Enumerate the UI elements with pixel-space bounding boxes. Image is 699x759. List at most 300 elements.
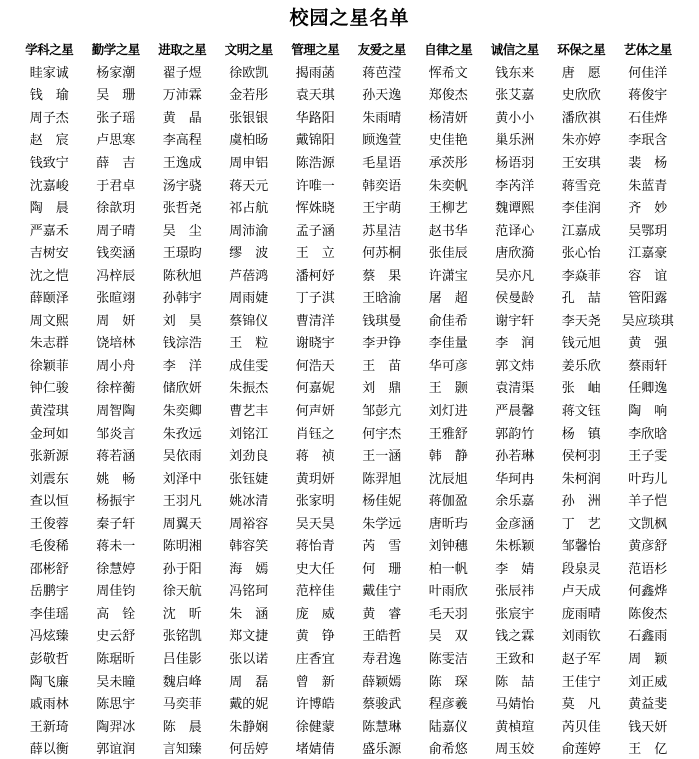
student-name-cell: 徐梓蘅 (96, 381, 136, 397)
student-name-cell: 蒋未一 (96, 539, 136, 555)
student-name-cell: 查以恒 (29, 494, 69, 510)
student-name-cell: 毛星语 (362, 155, 402, 171)
student-name-cell: 韩 静 (428, 449, 468, 465)
student-name-cell: 刘 鼎 (362, 381, 402, 397)
student-name-cell: 何嘉妮 (295, 381, 335, 397)
student-name-cell: 何浩天 (295, 358, 335, 374)
student-name-cell: 陶飞廉 (29, 674, 69, 690)
student-name-cell: 何 珊 (362, 561, 402, 577)
student-name-cell: 庄香宜 (295, 651, 335, 667)
student-name-cell: 马奕菲 (162, 697, 202, 713)
student-name-cell: 戴锦阳 (295, 133, 335, 149)
student-name-cell: 陆嘉仪 (428, 719, 468, 735)
student-name-cell: 刘正威 (628, 674, 668, 690)
student-name-cell: 朱柯润 (561, 471, 601, 487)
header-row (16, 38, 681, 60)
student-name-cell: 陈琚昕 (96, 651, 136, 667)
student-name-cell: 朱振杰 (229, 381, 269, 397)
student-name-cell: 李 洋 (162, 358, 202, 374)
student-name-cell: 陶羿冰 (96, 719, 136, 735)
student-name-cell: 黄 强 (628, 336, 668, 352)
student-name-cell: 庞 威 (295, 606, 335, 622)
student-name-cell: 眭家诚 (29, 65, 69, 81)
student-name-cell: 戴的妮 (229, 697, 269, 713)
page-title: 校园之星名单 (289, 7, 410, 29)
student-name-cell: 侯曼龄 (495, 291, 535, 307)
student-name-cell: 许唯一 (295, 178, 335, 194)
student-name-cell: 张宸宇 (495, 606, 535, 622)
student-name-cell: 谢宇轩 (495, 313, 535, 329)
student-name-cell: 陈俊杰 (628, 606, 668, 622)
student-name-cell: 张子瑶 (96, 110, 136, 126)
student-name-cell: 李佳瑶 (29, 606, 69, 622)
student-name-cell: 张钰婕 (229, 471, 269, 487)
table-row (16, 240, 681, 263)
student-name-cell: 祁占航 (229, 201, 269, 217)
student-name-cell: 张家明 (295, 494, 335, 510)
student-name-cell: 储欣妍 (162, 381, 202, 397)
table-row (16, 331, 681, 354)
student-name-cell: 李珉含 (628, 133, 668, 149)
student-name-cell: 金彦涵 (495, 516, 535, 532)
student-name-cell: 王 粒 (229, 336, 269, 352)
student-name-cell: 汤宇骁 (162, 178, 202, 194)
student-name-cell: 朱蓝青 (628, 178, 668, 194)
student-name-cell: 侯柯羽 (561, 449, 601, 465)
student-name-cell: 王俊蓉 (29, 516, 69, 532)
student-name-cell: 刘铭江 (229, 426, 269, 442)
student-name-cell: 张暄翊 (96, 291, 136, 307)
student-name-cell: 邵彬舒 (29, 561, 69, 577)
student-name-cell: 朱奕帆 (428, 178, 468, 194)
student-name-cell: 杨佳妮 (362, 494, 402, 510)
table-row (16, 218, 681, 241)
student-name-cell: 谢晓宇 (295, 336, 335, 352)
student-name-cell: 翟子煜 (162, 65, 202, 81)
column-header: 进取之星 (158, 42, 207, 57)
student-name-cell: 钟仁骏 (29, 381, 69, 397)
student-name-cell: 李高程 (162, 133, 202, 149)
student-name-cell: 朱学远 (362, 516, 402, 532)
student-name-cell: 王雅舒 (428, 426, 468, 442)
student-name-cell: 袁清渠 (495, 381, 535, 397)
student-name-cell: 张银银 (229, 110, 269, 126)
student-name-cell: 赵 宸 (29, 133, 69, 149)
student-name-cell: 赵子军 (561, 651, 601, 667)
student-name-cell: 唐欣漪 (495, 246, 535, 262)
student-name-cell: 芮贝佳 (561, 719, 601, 735)
student-name-cell: 王柳艺 (428, 201, 468, 217)
student-name-cell: 叶雨欣 (428, 584, 468, 600)
student-name-cell: 管阳露 (628, 291, 668, 307)
student-name-cell: 沈嘉峻 (29, 178, 69, 194)
student-name-cell: 李尹铮 (362, 336, 402, 352)
student-name-cell: 刘泽中 (162, 471, 202, 487)
student-name-cell: 韩容笑 (229, 539, 269, 555)
table-row (16, 443, 681, 466)
student-name-cell: 黄 晶 (162, 110, 202, 126)
student-name-cell: 刘 昊 (162, 313, 202, 329)
student-name-cell: 王璟昀 (162, 246, 202, 262)
student-name-cell: 江嘉成 (561, 223, 601, 239)
student-name-cell: 蔡锦仪 (229, 313, 269, 329)
table-row (16, 736, 681, 759)
student-name-cell: 成佳雯 (229, 358, 269, 374)
student-name-cell: 毛俊稀 (29, 539, 69, 555)
student-name-cell: 薛颖嫣 (362, 674, 402, 690)
student-name-cell: 丁子淇 (295, 291, 335, 307)
student-name-cell: 蒋伽盈 (428, 494, 468, 510)
student-name-cell: 蒋怡青 (295, 539, 335, 555)
student-name-cell: 杨 镇 (561, 426, 601, 442)
student-name-cell: 钱元旭 (561, 336, 601, 352)
student-name-cell: 冯铭珂 (229, 584, 269, 600)
student-name-cell: 王安琪 (561, 155, 601, 171)
student-name-cell: 刘震东 (29, 471, 69, 487)
student-name-cell: 华路阳 (295, 110, 335, 126)
student-name-cell: 孔 喆 (561, 291, 601, 307)
student-name-cell: 芮 雪 (362, 539, 402, 555)
student-name-cell: 江嘉豪 (628, 246, 668, 262)
student-name-cell: 朱孜远 (162, 426, 202, 442)
student-name-cell: 周文熙 (29, 313, 69, 329)
student-name-cell: 徐健蒙 (295, 719, 335, 735)
student-name-cell: 陈浩源 (295, 155, 335, 171)
student-name-cell: 卢思寒 (96, 133, 136, 149)
student-name-cell: 何岳婷 (229, 742, 269, 758)
student-name-cell: 石佳烨 (628, 110, 668, 126)
student-name-cell: 杨家潮 (96, 65, 136, 81)
student-name-cell: 钱致宁 (29, 155, 69, 171)
student-name-cell: 金若彤 (229, 88, 269, 104)
student-name-cell: 李欣晗 (628, 426, 668, 442)
student-name-cell: 郭韵竹 (495, 426, 535, 442)
student-name-cell: 段泉灵 (561, 561, 601, 577)
student-name-cell: 李芮洋 (495, 178, 535, 194)
student-name-cell: 孙天逸 (362, 88, 402, 104)
student-name-cell: 冯梓辰 (96, 268, 136, 284)
student-name-cell: 李佳量 (428, 336, 468, 352)
student-name-cell: 王佳宁 (561, 674, 601, 690)
student-name-cell: 张心怡 (561, 246, 601, 262)
student-name-cell: 李焱菲 (561, 268, 601, 284)
student-name-cell: 齐 妙 (628, 201, 668, 217)
student-name-cell: 程彦羲 (428, 697, 468, 713)
student-name-cell: 郭谊润 (96, 742, 136, 758)
student-name-cell: 邹馨怡 (561, 539, 601, 555)
student-name-cell: 郭文炜 (495, 358, 535, 374)
student-name-cell: 吴依雨 (162, 449, 202, 465)
student-name-cell: 岳鹏宇 (29, 584, 69, 600)
student-name-cell: 戚雨林 (29, 697, 69, 713)
student-name-cell: 潘柯妤 (295, 268, 335, 284)
student-name-cell: 缪 波 (229, 246, 269, 262)
student-name-cell: 黄彦舒 (628, 539, 668, 555)
student-name-cell: 周裕容 (229, 516, 269, 532)
student-name-cell: 孙若琳 (495, 449, 535, 465)
student-name-cell: 蒋若涵 (96, 449, 136, 465)
column-header: 诚信之星 (490, 42, 539, 57)
student-name-cell: 陈雯洁 (428, 651, 468, 667)
student-name-cell: 吴亦凡 (495, 268, 535, 284)
student-name-cell: 周小舟 (96, 358, 136, 374)
student-name-cell: 钱奕涵 (96, 246, 136, 262)
student-name-cell: 堵婧倩 (295, 742, 335, 758)
student-name-cell: 屠 超 (428, 291, 468, 307)
table-row (16, 376, 681, 399)
student-name-cell: 容 谊 (628, 268, 668, 284)
table-row (16, 511, 681, 534)
student-name-cell: 张 岫 (561, 381, 601, 397)
student-name-cell: 毛天羽 (428, 606, 468, 622)
student-name-cell: 张佳辰 (428, 246, 468, 262)
student-name-cell: 陈 琛 (428, 674, 468, 690)
student-name-cell: 周 妍 (96, 313, 136, 329)
student-name-cell: 刘雨钦 (561, 629, 601, 645)
student-name-cell: 吴应琰琪 (621, 313, 674, 329)
student-name-cell: 朱静娴 (229, 719, 269, 735)
student-name-cell: 叶玙儿 (628, 471, 668, 487)
student-name-cell: 钱琪曼 (362, 313, 402, 329)
student-name-cell: 吕佳影 (162, 651, 202, 667)
student-name-cell: 陈思宇 (96, 697, 136, 713)
student-name-cell: 恽希文 (428, 65, 468, 81)
student-name-cell: 曹清洋 (295, 313, 335, 329)
student-name-cell: 吴 珊 (96, 88, 136, 104)
student-name-cell: 蒋俊宇 (628, 88, 668, 104)
column-header: 文明之星 (224, 42, 273, 57)
student-name-cell: 黄小小 (495, 110, 535, 126)
student-name-cell: 张艾嘉 (495, 88, 535, 104)
student-name-cell: 刘钟穗 (428, 539, 468, 555)
student-name-cell: 卢天成 (561, 584, 601, 600)
student-name-cell: 羊子恺 (628, 494, 668, 510)
table-row (16, 533, 681, 556)
roster-body (16, 60, 681, 759)
student-name-cell: 范语杉 (628, 561, 668, 577)
student-name-cell: 郑俊杰 (428, 88, 468, 104)
student-name-cell: 言知臻 (162, 742, 202, 758)
student-name-cell: 于君卓 (96, 178, 136, 194)
student-name-cell: 钱天妍 (628, 719, 668, 735)
student-name-cell: 姚 畅 (96, 471, 136, 487)
student-name-cell: 周 磊 (229, 674, 269, 690)
student-name-cell: 周佳钧 (96, 584, 136, 600)
student-name-cell: 杨清妍 (428, 110, 468, 126)
student-name-cell: 曹艺丰 (229, 403, 269, 419)
student-name-cell: 蒋 祯 (295, 449, 335, 465)
student-name-cell: 史欣欣 (561, 88, 601, 104)
student-name-cell: 蔡雨轩 (628, 358, 668, 374)
student-name-cell: 徐天航 (162, 584, 202, 600)
student-name-cell: 王宇萌 (362, 201, 402, 217)
table-row (16, 669, 681, 692)
student-name-cell: 姚冰清 (229, 494, 269, 510)
student-name-cell: 朱奕卿 (162, 403, 202, 419)
student-name-cell: 孙 洲 (561, 494, 601, 510)
table-row (16, 105, 681, 128)
student-name-cell: 许潇宝 (428, 268, 468, 284)
student-name-cell: 石鑫雨 (628, 629, 668, 645)
student-name-cell: 高 铨 (96, 606, 136, 622)
student-name-cell: 刘灯进 (428, 403, 468, 419)
student-name-cell: 华可彦 (428, 358, 468, 374)
student-name-cell: 吴 尘 (162, 223, 202, 239)
student-name-cell: 王皓哲 (362, 629, 402, 645)
student-name-cell: 张辰祎 (495, 584, 535, 600)
student-name-cell: 承茨彤 (428, 155, 468, 171)
column-header: 勤学之星 (91, 42, 140, 57)
student-name-cell: 王羽凡 (162, 494, 202, 510)
student-name-cell: 黄益斐 (628, 697, 668, 713)
student-name-cell: 秦子轩 (96, 516, 136, 532)
table-row (16, 60, 681, 83)
table-row (16, 466, 681, 489)
table-row (16, 353, 681, 376)
student-name-cell: 魏启峰 (162, 674, 202, 690)
student-name-cell: 吴天昊 (295, 516, 335, 532)
student-name-cell: 周子晴 (96, 223, 136, 239)
student-name-cell: 马婧怡 (495, 697, 535, 713)
student-name-cell: 陈 喆 (495, 674, 535, 690)
student-name-cell: 莫 凡 (561, 697, 601, 713)
student-name-cell: 饶培林 (96, 336, 136, 352)
student-name-cell: 柏一帆 (428, 561, 468, 577)
student-name-cell: 庞雨晴 (561, 606, 601, 622)
student-name-cell: 史大任 (295, 561, 335, 577)
column-header: 自律之星 (424, 42, 473, 57)
student-name-cell: 王 苗 (362, 358, 402, 374)
table-row (16, 195, 681, 218)
student-name-cell: 吉树安 (29, 246, 69, 262)
student-name-cell: 盛乐源 (362, 742, 402, 758)
student-name-cell: 王一涵 (362, 449, 402, 465)
table-row (16, 579, 681, 602)
student-name-cell: 吴未瞳 (96, 674, 136, 690)
student-name-cell: 王 立 (295, 246, 335, 262)
table-row (16, 285, 681, 308)
student-name-cell: 周沛渝 (229, 223, 269, 239)
student-name-cell: 周翼天 (162, 516, 202, 532)
student-name-cell: 李 润 (495, 336, 535, 352)
student-name-cell: 陈羿旭 (362, 471, 402, 487)
student-name-cell: 孙韩宇 (162, 291, 202, 307)
student-name-cell: 黄楨瑄 (495, 719, 535, 735)
student-name-cell: 曾 新 (295, 674, 335, 690)
student-name-cell: 黄 铮 (295, 629, 335, 645)
student-name-cell: 吴鄂玥 (628, 223, 668, 239)
student-name-cell: 许博皓 (295, 697, 335, 713)
student-name-cell: 唐 愿 (561, 65, 601, 81)
student-name-cell: 蒋天元 (229, 178, 269, 194)
student-name-cell: 周申铝 (229, 155, 269, 171)
student-name-cell: 芦蓓鸿 (229, 268, 269, 284)
student-name-cell: 虞柏旸 (229, 133, 269, 149)
table-row (16, 173, 681, 196)
student-name-cell: 巢乐洲 (495, 133, 535, 149)
student-name-cell: 蔡 果 (362, 268, 402, 284)
student-name-cell: 王新琦 (29, 719, 69, 735)
student-name-cell: 杨语羽 (495, 155, 535, 171)
student-name-cell: 朱亦婷 (561, 133, 601, 149)
student-name-cell: 俞佳希 (428, 313, 468, 329)
student-name-cell: 朱志群 (29, 336, 69, 352)
student-name-cell: 张新源 (29, 449, 69, 465)
student-name-cell: 黄滢琪 (29, 403, 69, 419)
student-name-cell: 王逸成 (162, 155, 202, 171)
student-name-cell: 徐欧凯 (229, 65, 269, 81)
student-name-cell: 张哲尧 (162, 201, 202, 217)
table-row (16, 714, 681, 737)
student-name-cell: 徐歆玥 (96, 201, 136, 217)
student-name-cell: 冯炫臻 (29, 629, 69, 645)
student-name-cell: 寿君逸 (362, 651, 402, 667)
student-name-cell: 孙于阳 (162, 561, 202, 577)
student-name-cell: 姜乐欣 (561, 358, 601, 374)
table-row (16, 398, 681, 421)
student-name-cell: 周雨婕 (229, 291, 269, 307)
student-name-cell: 严嘉禾 (29, 223, 69, 239)
student-name-cell: 张以诺 (229, 651, 269, 667)
student-name-cell: 朱栎颖 (495, 539, 535, 555)
student-name-cell: 陶 响 (628, 403, 668, 419)
student-name-cell: 范译心 (495, 223, 535, 239)
student-name-cell: 范梓佳 (295, 584, 335, 600)
student-name-cell: 陈 晨 (162, 719, 202, 735)
student-name-cell: 韩奕语 (362, 178, 402, 194)
student-name-cell: 钱淙浩 (162, 336, 202, 352)
student-name-cell: 恽姝晓 (295, 201, 335, 217)
student-name-cell: 周子杰 (29, 110, 69, 126)
student-name-cell: 顾逸萱 (362, 133, 402, 149)
student-name-cell: 唐昕玙 (428, 516, 468, 532)
student-name-cell: 余乐嘉 (495, 494, 535, 510)
table-row (16, 83, 681, 106)
student-name-cell: 吴 双 (428, 629, 468, 645)
award-roster-table (16, 38, 681, 759)
student-name-cell: 陈秋旭 (162, 268, 202, 284)
student-name-cell: 王 亿 (628, 742, 668, 758)
student-name-cell: 钱之霖 (495, 629, 535, 645)
student-name-cell: 海 嫣 (229, 561, 269, 577)
student-name-cell: 王致和 (495, 651, 535, 667)
student-name-cell: 何宇杰 (362, 426, 402, 442)
student-name-cell: 赵书华 (428, 223, 468, 239)
student-name-cell: 何声妍 (295, 403, 335, 419)
student-name-cell: 沈之恺 (29, 268, 69, 284)
student-name-cell: 严晨馨 (495, 403, 535, 419)
student-name-cell: 黄玥妍 (295, 471, 335, 487)
student-name-cell: 蒋雪竞 (561, 178, 601, 194)
table-row (16, 624, 681, 647)
student-name-cell: 万沛霖 (162, 88, 202, 104)
student-name-cell: 袁天琪 (295, 88, 335, 104)
student-name-cell: 薛 吉 (96, 155, 136, 171)
table-row (16, 691, 681, 714)
student-name-cell: 苏星洁 (362, 223, 402, 239)
student-name-cell: 刘劲良 (229, 449, 269, 465)
student-name-cell: 钱东来 (495, 65, 535, 81)
student-name-cell: 王 颢 (428, 381, 468, 397)
table-row (16, 263, 681, 286)
student-name-cell: 陈慧琳 (362, 719, 402, 735)
student-name-cell: 周 颖 (628, 651, 668, 667)
student-name-cell: 潘欣祺 (561, 110, 601, 126)
column-header: 环保之星 (557, 42, 606, 57)
column-header: 学科之星 (25, 42, 74, 57)
student-name-cell: 薛以衡 (29, 742, 69, 758)
student-name-cell: 王子雯 (628, 449, 668, 465)
